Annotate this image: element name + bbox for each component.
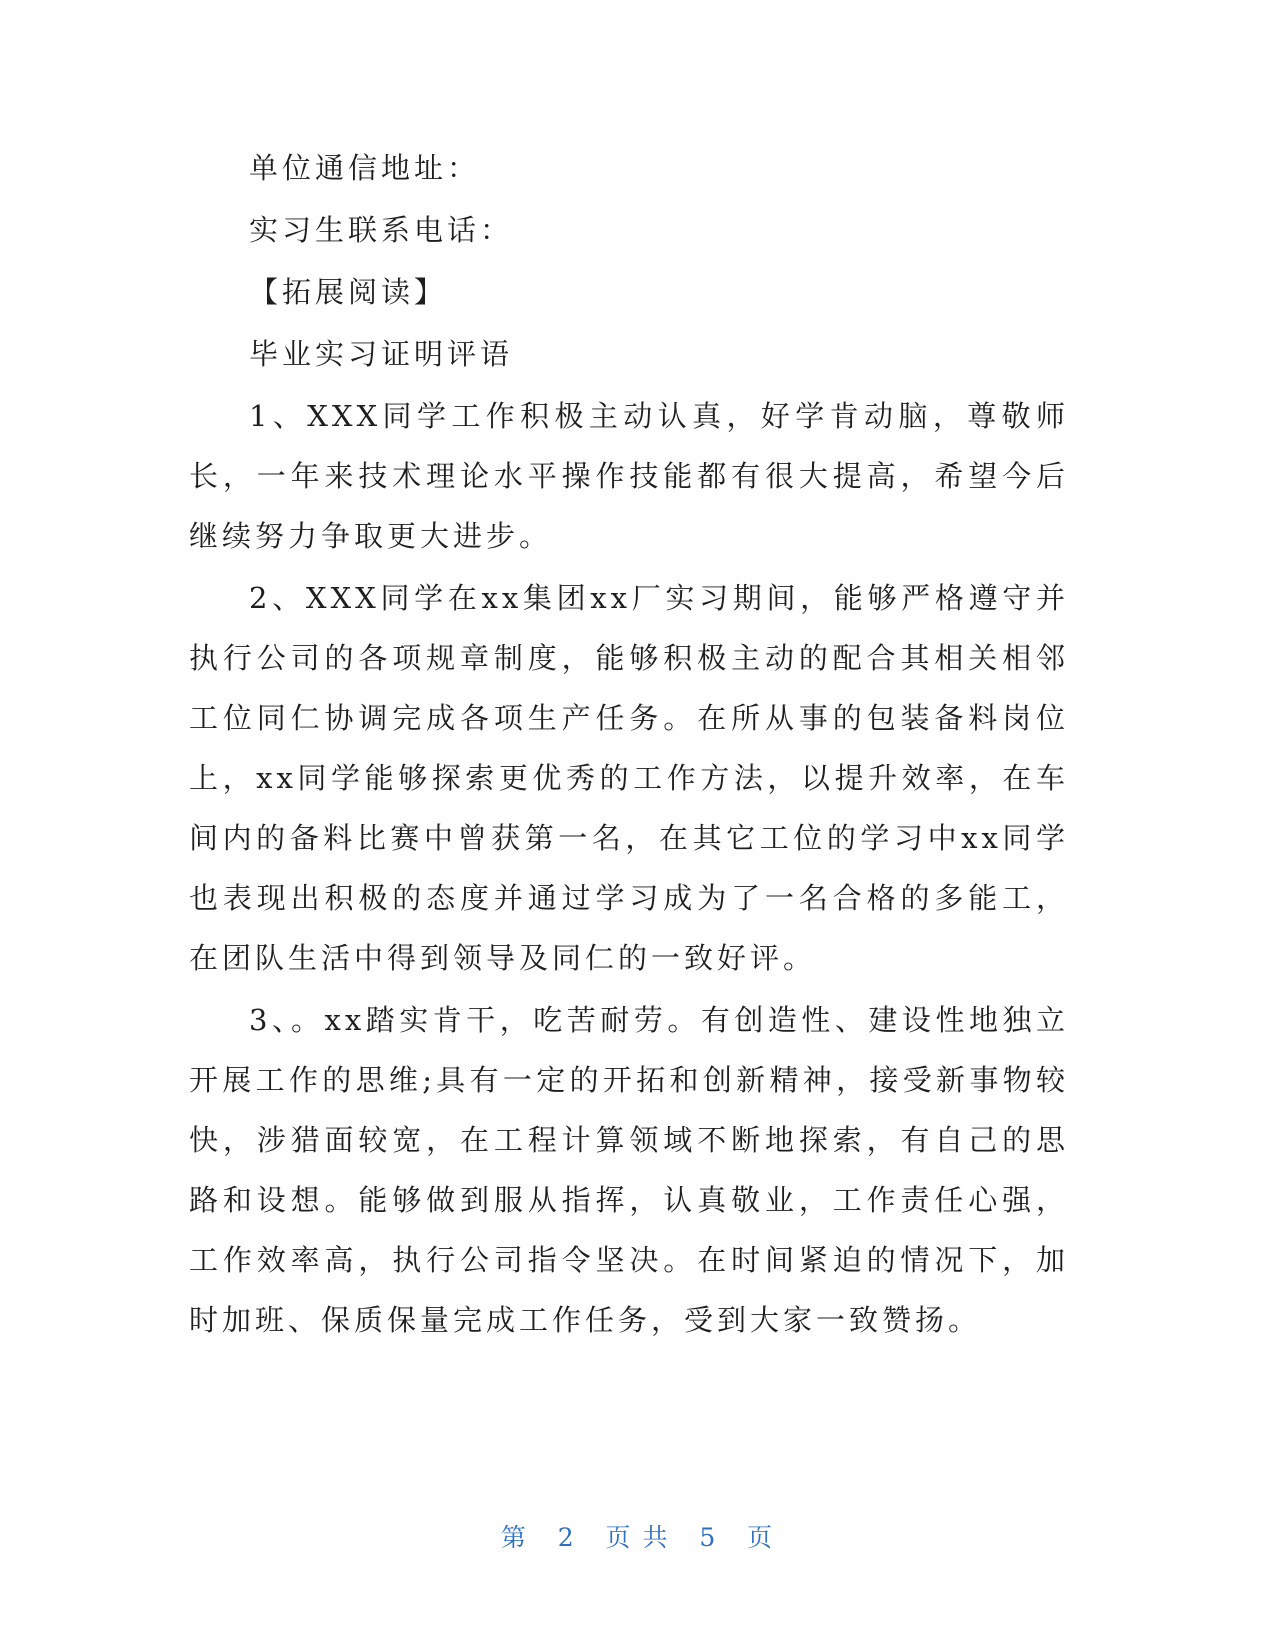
evaluation-paragraph-1: 1、XXX同学工作积极主动认真，好学肯动脑，尊敬师长，一年来技术理论水平操作技能都有很大提高，希望今后继续努力争取更大进步。 <box>189 399 1069 553</box>
document-body <box>189 138 1069 1352</box>
phone-line: 实习生联系电话： <box>249 213 514 247</box>
footer-suffix: 页 <box>747 1523 775 1552</box>
footer-prefix: 第 <box>500 1523 528 1552</box>
footer-current-page: 2 <box>557 1523 576 1552</box>
address-line: 单位通信地址： <box>249 151 481 185</box>
section-title: 毕业实习证明评语 <box>249 337 514 371</box>
evaluation-paragraph-2: 2、XXX同学在xx集团xx厂实习期间，能够严格遵守并执行公司的各项规章制度，能够积极主动的配合其相关相邻工位同仁协调完成各项生产任务。在所从事的包装备料岗位上，xx同学能够探索更优秀的工作方法，以提升效率，在车间内的备料比赛中曾获第一名，在其它工位的学习中xx同学也表现出积极的态度并通过学习成为了一名合格的多能工，在团队生活中得到领导及同仁的一致好评。 <box>189 581 1069 975</box>
footer-middle: 页 共 <box>605 1523 670 1552</box>
page-footer <box>0 1518 1275 1554</box>
extended-reading-heading: 【拓展阅读】 <box>249 275 448 309</box>
footer-total-pages: 5 <box>699 1523 718 1552</box>
evaluation-paragraph-3: 3、。xx踏实肯干，吃苦耐劳。有创造性、建设性地独立开展工作的思维;具有一定的开拓和创新精神，接受新事物较快，涉猎面较宽，在工程计算领域不断地探索，有自己的思路和设想。能够做到服从指挥，认真敬业，工作责任心强，工作效率高，执行公司指令坚决。在时间紧迫的情况下，加时加班、保质保量完成工作任务，受到大家一致赞扬。 <box>189 1003 1069 1337</box>
